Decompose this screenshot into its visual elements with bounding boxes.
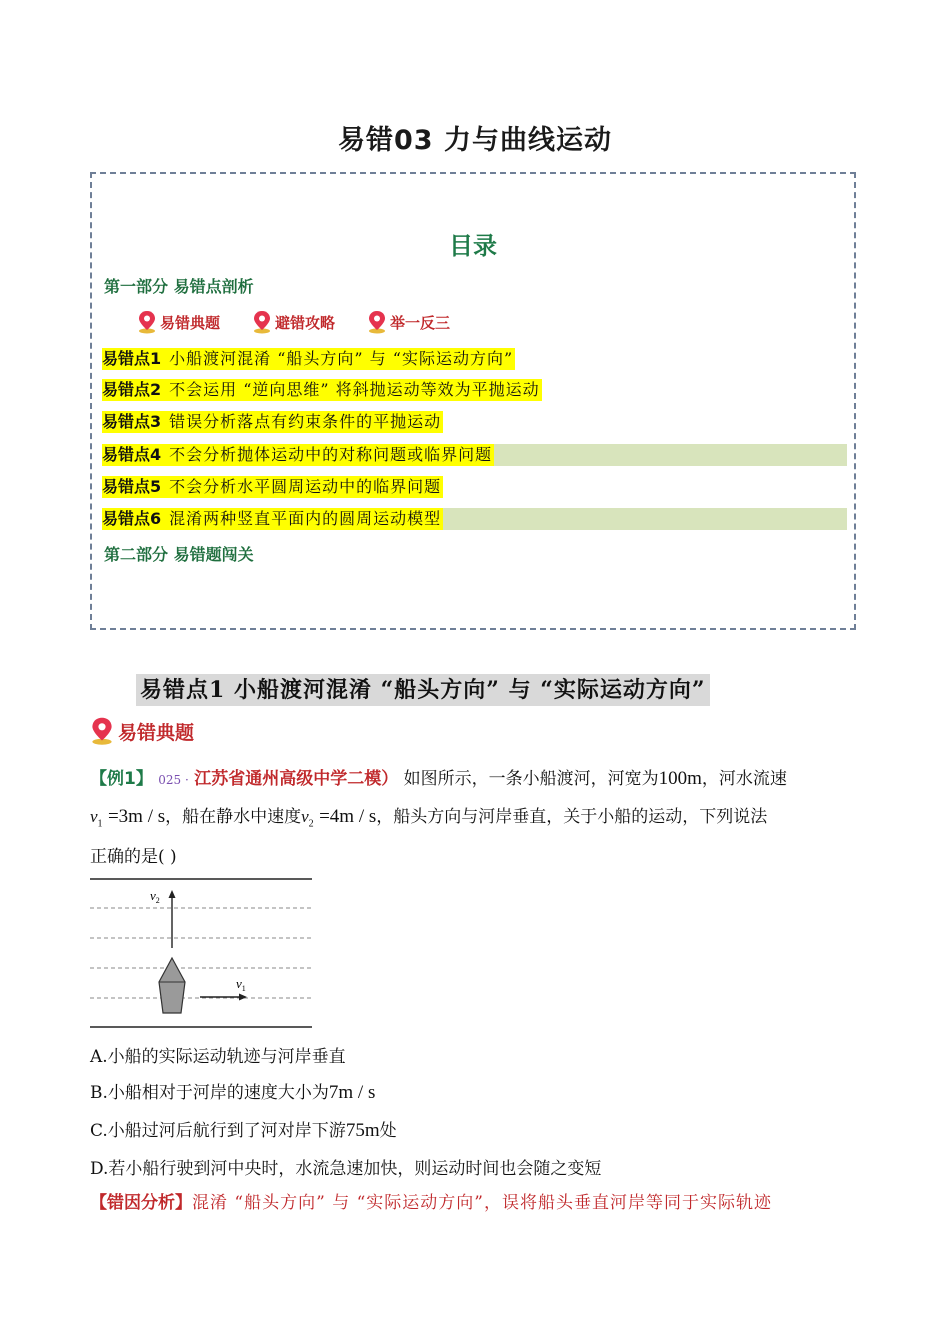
tag-label: 举一反三: [390, 313, 451, 332]
option-value: 75m: [345, 1120, 380, 1141]
example-source: 江苏省通州高级中学二模）: [194, 769, 399, 789]
v2-value: =4m / s: [319, 806, 377, 827]
error-analysis-text: 混淆 “船头方向” 与 “实际运动方向”，误将船头垂直河岸等同于实际轨迹: [192, 1193, 772, 1213]
example-code: 025 ·: [158, 773, 189, 787]
toc-part-2[interactable]: 第二部分 易错题闯关: [104, 545, 254, 564]
arrow-head-icon: [169, 890, 176, 898]
toc-item-number: 易错点1: [102, 349, 162, 368]
location-pin-icon: [90, 716, 114, 746]
option-a[interactable]: A.小船的实际运动轨迹与河岸垂直: [90, 1047, 346, 1067]
tag-label: 避错攻略: [275, 313, 336, 332]
v2-symbol: $v_2$: [301, 807, 314, 830]
example-text: ，河水流速: [701, 769, 787, 789]
river-boat-diagram: [90, 876, 316, 1036]
location-pin-icon: [367, 310, 387, 334]
section-title: 易错点1 小船渡河混淆 “船头方向” 与 “实际运动方向”: [136, 674, 710, 706]
v1-value: =3m / s: [107, 806, 166, 827]
option-text: C.小船过河后航行到了河对岸下游: [90, 1121, 346, 1141]
boat-icon: [159, 958, 185, 1013]
example-text: ，船头方向与河岸垂直，关于小船的运动，下列说法: [376, 807, 768, 827]
toc-item-text: 小船渡河混淆 “船头方向” 与 “实际运动方向”: [169, 349, 514, 368]
toc-item-text: 错误分析落点有约束条件的平抛运动: [169, 412, 442, 431]
toc-item[interactable]: [102, 348, 515, 370]
toc-item-text: 混淆两种竖直平面内的圆周运动模型: [169, 509, 442, 528]
toc-tag-strategy: [252, 310, 335, 334]
toc-item[interactable]: [102, 379, 542, 401]
river-width: 100m: [658, 768, 702, 789]
option-value: 7m / s: [328, 1082, 376, 1103]
example-tag: 【例1】: [90, 769, 153, 789]
arrow-head-icon: [239, 994, 247, 1001]
example-text: 如图所示，一条小船渡河，河宽为: [403, 769, 659, 789]
error-analysis: [90, 1188, 772, 1213]
toc-tag-typical: [137, 310, 220, 334]
toc-tags: [137, 310, 450, 334]
option-text: B.小船相对于河岸的速度大小为: [90, 1083, 329, 1103]
option-c[interactable]: [90, 1116, 397, 1142]
example-line-2: [90, 802, 767, 829]
example-line-3: 正确的是( ): [90, 847, 177, 867]
subsection-text: 易错典题: [118, 721, 195, 744]
table-of-contents: [90, 172, 856, 630]
tag-label: 易错典题: [160, 313, 221, 332]
toc-item[interactable]: [102, 444, 847, 466]
toc-item-number: 易错点6: [102, 509, 162, 528]
toc-heading: 目录: [449, 232, 497, 260]
option-b[interactable]: [90, 1078, 375, 1104]
location-pin-icon: [252, 310, 272, 334]
toc-item-text: 不会运用 “逆向思维” 将斜抛运动等效为平抛运动: [169, 380, 540, 399]
option-text: 处: [379, 1121, 397, 1141]
toc-item[interactable]: [102, 508, 847, 530]
error-analysis-label: 【错因分析】: [90, 1193, 192, 1213]
toc-item[interactable]: [102, 411, 443, 433]
toc-part-1[interactable]: 第一部分 易错点剖析: [104, 277, 254, 296]
toc-item-number: 易错点3: [102, 412, 162, 431]
v2-label: $v_2$: [150, 888, 160, 905]
toc-item[interactable]: [102, 476, 443, 498]
document-title: 易错03 力与曲线运动: [338, 125, 612, 156]
toc-item-number: 易错点2: [102, 380, 162, 399]
v1-symbol: $v_1$: [90, 807, 103, 830]
toc-item-number: 易错点5: [102, 477, 162, 496]
location-pin-icon: [137, 310, 157, 334]
option-d[interactable]: D.若小船行驶到河中央时，水流急速加快，则运动时间也会随之变短: [90, 1159, 602, 1179]
toc-item-text: 不会分析抛体运动中的对称问题或临界问题: [169, 445, 493, 464]
example-line-1: [90, 764, 787, 790]
toc-item-text: 不会分析水平圆周运动中的临界问题: [169, 477, 442, 496]
toc-tag-practice: [367, 310, 450, 334]
v1-label: $v_1$: [236, 976, 246, 993]
example-text: ，船在静水中速度: [165, 807, 302, 827]
subsection-label: [90, 716, 194, 746]
toc-item-number: 易错点4: [102, 445, 162, 464]
